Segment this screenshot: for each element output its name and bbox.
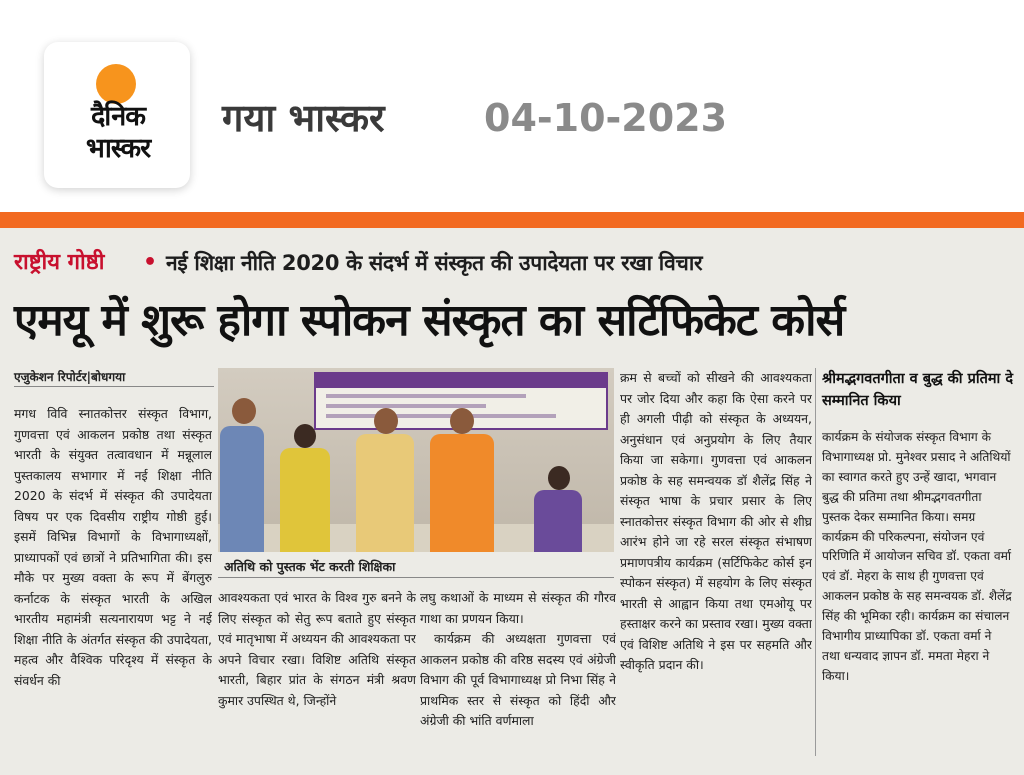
person-head (294, 424, 316, 448)
person-body (534, 490, 582, 552)
article-column-2 (218, 588, 416, 756)
edition-date: 04-10-2023 (484, 96, 728, 140)
person-head (548, 466, 570, 490)
accent-bar (0, 212, 1024, 228)
sidebar-text (822, 428, 1012, 756)
article-kicker: राष्ट्रीय गोष्ठी (14, 250, 105, 275)
logo-word-bhaskar: भास्कर (85, 133, 151, 164)
sidebar-heading: श्रीमद्भगवतगीता व बुद्ध की प्रतिमा दे सम्मानित किया (822, 371, 1014, 409)
app-header (0, 0, 1024, 212)
person-body (220, 426, 264, 552)
person-body (430, 434, 494, 552)
photo-caption: अतिथि को पुस्तक भेंट करती शिक्षिका (218, 556, 614, 578)
article-byline: एजुकेशन रिपोर्टर|बोधगया (14, 368, 214, 387)
column-text: लघु कथाओं के माध्यम से संस्कृत की गौरव गाथा का प्रणयन किया। (420, 590, 616, 626)
banner-strip (316, 374, 606, 388)
article-column-4 (620, 368, 812, 756)
person-head (450, 408, 474, 434)
kicker-bullet: • (143, 250, 158, 275)
column-divider (815, 368, 816, 756)
person-body (356, 434, 414, 552)
banner-text-line (326, 394, 526, 398)
article-headline: एमयू में शुरू होगा स्पोकन संस्कृत का सर्टिफिकेट कोर्स (14, 295, 845, 346)
article-column-1 (14, 404, 212, 756)
banner-text-line (326, 414, 556, 418)
article-column-3 (420, 588, 616, 756)
article-subhead: नई शिक्षा नीति 2020 के संदर्भ में संस्कृत की उपादेयता पर रखा विचार (166, 251, 703, 275)
column-text: आवश्यकता एवं भारत के विश्व गुरु बनने के लिए संस्कृत को सेतु रूप बताते हुए संस्कृत एवं मातृभाषा में अध्ययन की आवश्यकता पर अपने विचार रखा। विशिष्ट अतिथि संस्कृत भारती, बिहार प्रांत के संगठन मंत्री श्रवण कुमार उपस्थित थे, जिन्होंने (218, 590, 416, 708)
column-text: कार्यक्रम के संयोजक संस्कृत विभाग के विभागाध्यक्ष प्रो. मुनेश्वर प्रसाद ने अतिथियों का स्वागत करते हुए उन्हें खादा, भगवान बुद्ध की प्रतिमा तथा श्रीमद्भगवतगीता पुस्तक देकर सम्मानित किया। समग्र कार्यक्रम की परिकल्पना, संयोजन एवं परिणिति में आयोजन सचिव डॉ. एकता वर्मा एवं डॉ. मेहरा के साथ ही गुणवत्ता एवं आकलन प्रकोष्ठ के सह समन्वयक डॉ. शैलेंद्र सिंह की भूमिका रही। कार्यक्रम का संचालन विभागीय प्राध्यापिका डॉ. एकता वर्मा ने तथा धन्यवाद ज्ञापन डॉ. ममता मेहरा ने किया। (822, 430, 1012, 683)
person-head (232, 398, 256, 424)
column-text: कार्यक्रम की अध्यक्षता गुणवत्ता एवं आकलन प्रकोष्ठ की वरिष्ठ सदस्य एवं अंग्रेजी विभाग की पूर्व विभागाध्यक्ष प्रो निभा सिंह ने प्राथमिक स्तर से संस्कृत को हिंदी और अंग्रेजी की भांति वर्णमाला (420, 631, 616, 728)
event-photo (218, 368, 614, 552)
sun-icon (96, 64, 136, 104)
column-text: क्रम से बच्चों को सीखने की आवश्यकता पर जोर दिया और कहा कि ऐसा करने पर ही अगली पीढ़ी को संस्कृत के अध्ययन, अनुसंधान एवं अनुप्रयोग के लिए तैयार किया जा सकेगा। गुणवत्ता एवं आकलन प्रकोष्ठ के सह समन्वयक डॉ शैलेंद्र सिंह ने संस्कृत भाषा के प्रचार प्रसार के लिए स्नातकोत्तर संस्कृत विभाग की ओर से शीघ्र आरंभ होने जा रहे सरल संस्कृत संभाषण प्रमाणपत्रीय कार्यक्रम (सर्टिफिकेट कोर्स इन स्पोकन संस्कृत) में सहयोग के लिए संस्कृत भारती से आह्वान किया तथा एमओयू पर हस्ताक्षर करने का प्रस्ताव रखा। मुख्य वक्ता एवं विशिष्ट अतिथि ने इस पर सहमति और स्वीकृति प्रदान की। (620, 370, 812, 672)
person-body (280, 448, 330, 552)
logo-word-dainik: दैनिक (90, 101, 146, 132)
person-head (374, 408, 398, 434)
column-text: मगध विवि स्नातकोत्तर संस्कृत विभाग, गुणवत्ता एवं आकलन प्रकोष्ठ तथा संस्कृत भारती के संयुक्त तत्वावधान में मन्नूलाल पुस्तकालय सभागार में नई शिक्षा नीति 2020 के संदर्भ में संस्कृत की उपादेयता विषय पर एक दिवसीय राष्ट्रीय गोष्ठी हुई। इसमें विभिन्न विभागों के विभागाध्यक्षों, प्राध्यापकों एवं छात्रों ने प्रतिभागिता की। इस मौके पर मुख्य वक्ता के रूप में बेंगलुरु कर्नाटक के संस्कृत भारती के अखिल भारतीय महामंत्री सत्यनारायण भट्ट ने नई शिक्षा नीति के अंतर्गत संस्कृत की उपादेयता, महत्व और वैश्विक परिदृश्य में संस्कृत के संवर्धन की (14, 406, 212, 688)
edition-title: गया भास्कर (222, 96, 385, 140)
